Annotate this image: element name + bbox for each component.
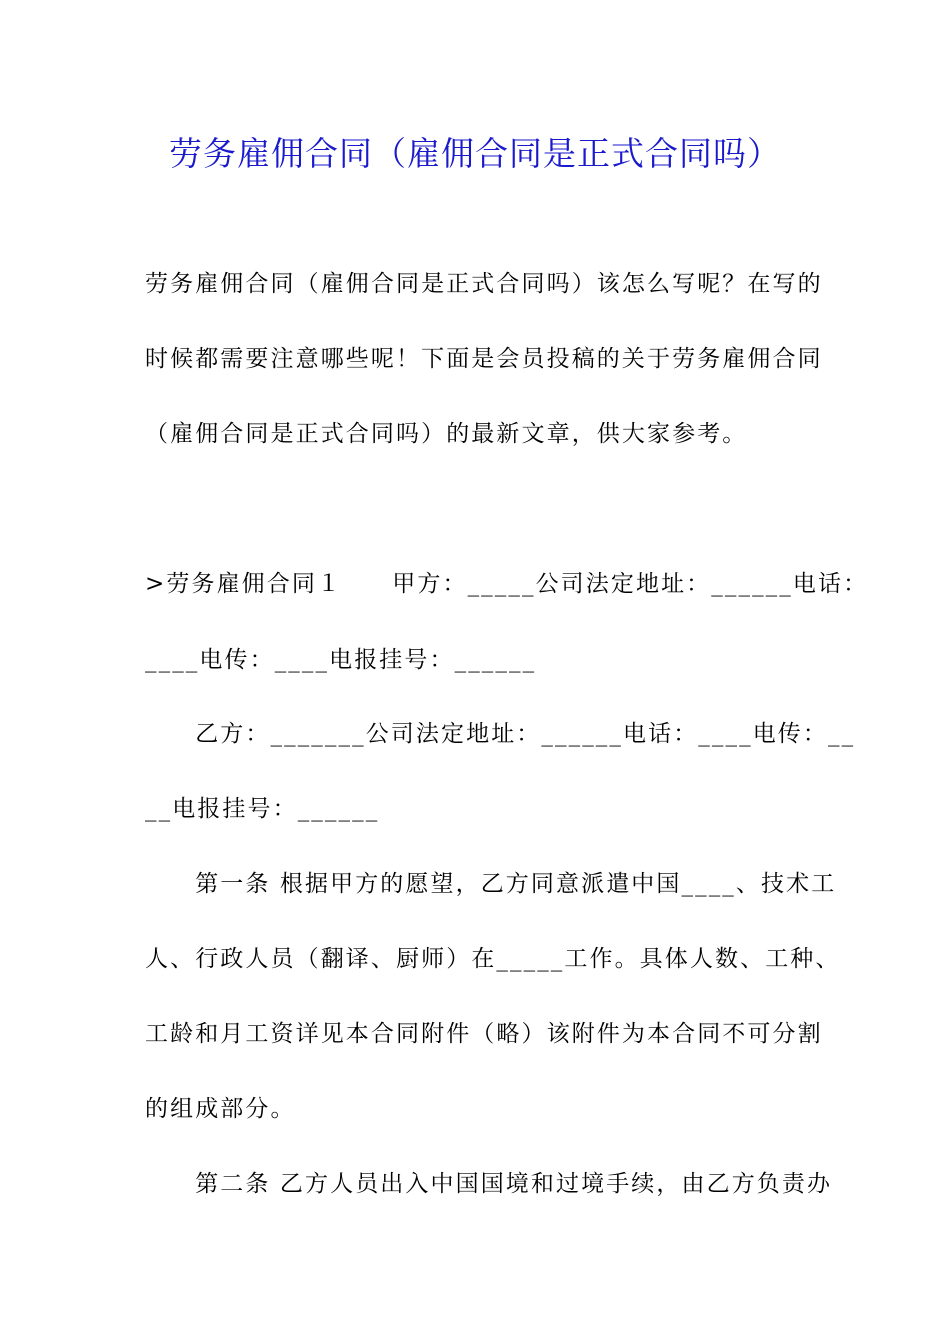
intro-line-2: 时候都需要注意哪些呢！下面是会员投稿的关于劳务雇佣合同 bbox=[145, 346, 823, 372]
party-a-line-2: ____电传：____电报挂号：______ bbox=[145, 647, 537, 673]
party-b-line-1: 乙方：_______公司法定地址：______电话：____电传：__ bbox=[145, 721, 856, 747]
party-b-line-2: __电报挂号：______ bbox=[145, 796, 380, 822]
intro-line-1: 劳务雇佣合同（雇佣合同是正式合同吗）该怎么写呢？在写的 bbox=[145, 271, 823, 297]
article-1-line-3: 工龄和月工资详见本合同附件（略）该附件为本合同不可分割 bbox=[145, 1021, 823, 1047]
article-1-line-4: 的组成部分。 bbox=[145, 1096, 296, 1122]
article-1-line-2: 人、行政人员（翻译、厨师）在_____工作。具体人数、工种、 bbox=[145, 946, 841, 972]
article-1-line-1: 第一条 根据甲方的愿望，乙方同意派遣中国____、技术工 bbox=[145, 871, 837, 897]
party-a-line-1: >劳务雇佣合同１ 甲方：_____公司法定地址：______电话： bbox=[145, 571, 869, 597]
intro-line-3: （雇佣合同是正式合同吗）的最新文章，供大家参考。 bbox=[145, 421, 748, 447]
document-title: 劳务雇佣合同（雇佣合同是正式合同吗） bbox=[169, 134, 781, 173]
article-2-line-1: 第二条 乙方人员出入中国国境和过境手续，由乙方负责办 bbox=[145, 1171, 833, 1197]
